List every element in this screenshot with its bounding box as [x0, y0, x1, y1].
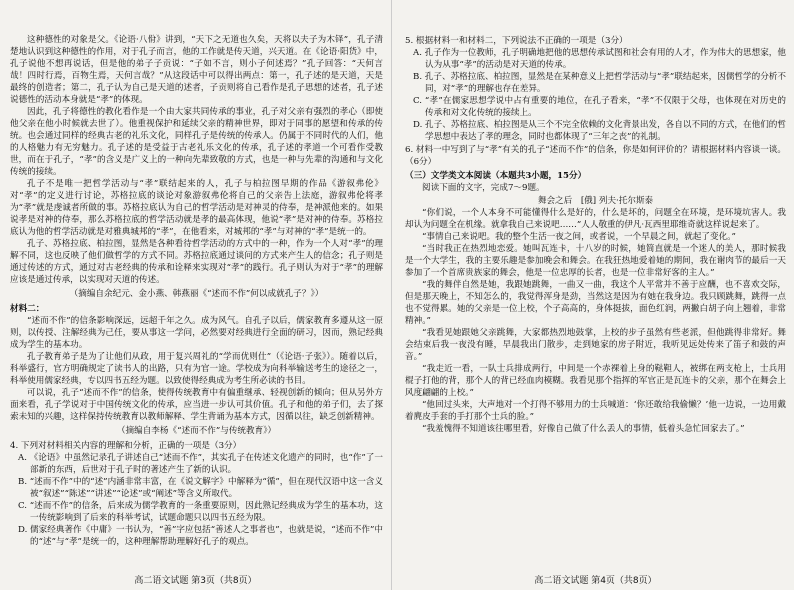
left-page — [0, 0, 392, 590]
option-a: A. 孔子作为一位教师，孔子明确地把他的思想传承试图和社会有用的人才，作为伟大的思想家，他认为从事“孝”的活动是对天道的传承。 — [413, 48, 786, 70]
source-citation: （摘编自余纪元、金小燕、韩燕丽《“述而不作”何以成就孔子？》） — [69, 289, 324, 299]
option-d: D. 儒家经典著作《中庸》一书认为，“善”字应包括“善述人之事者也”，也就是说，“述而不作”中的“述”与“孝”是统一的，这种理解帮助理解好孔子的观点。 — [18, 525, 383, 547]
story-paragraph: “我看见她跟她父亲跳舞，大家都热烈地鼓掌，上校的步子虽然有些老派，但他跳得非常好。舞会结束后我一夜没有睡，早晨我出门散步，走到她家的房子附近，我听见远处传来了笛子和鼓的声音。” — [405, 328, 786, 362]
question-5: 5. 根据材料一和材料二，下列说法不正确的一项是（3分） — [405, 36, 628, 46]
paragraph: 孔子不是唯一把哲学活动与“孝”联结起来的人，孔子与柏拉图早期的作品《游叙弗伦》对“孝”的定义进行讨论，苏格拉底的谈论对象游叙弗伦将自己的父亲告上法庭，游叙弗伦将孝为“孝”就是虔诚者所做的事。苏格拉底认为自己的哲学活动是对神灵的侍奉，是神派他来的。如果说孝是对神的侍奉，那么苏格拉底的哲学活动就是孝的最高体现，他说“孝”是对神的侍奉。苏格拉底认为他的哲学活动就是对雅典城邦的“孝”，在他看来，对城邦的“孝”与对神的“孝”是统一的。 — [10, 179, 383, 237]
story-paragraph: “我羞愧得不知道该往哪里看，好像自己做了什么丢人的事情，低着头急忙回家去了。” — [422, 424, 745, 434]
paragraph: 孔子教育弟子是为了让他们从政，用于复兴周礼的“学而优则仕”（《论语·子张》）。随着以后，科举盛行，官方明确规定了读书人的出路，只有为官一途。学校成为向科举输送考生的途径之一，科举使用儒家经典，专以四书五经为题。以致使得经典成为考生所必读的书目。 — [10, 352, 383, 386]
story-paragraph: “我走近一看，一队士兵排成两行，中间是一个赤裸着上身的鞑靼人，被绑在两支枪上，士兵用棍子打他的背，那个人的背已经血肉模糊。我看见那个指挥的军官正是瓦连卡的父亲，那个在舞会上风度翩翩的上校。” — [405, 364, 786, 398]
question-6: 6. 材料一中写到了与“孝”有关的孔子“述而不作”的信条，你是如何评价的？请根据材料内容谈一谈。（6分） — [405, 145, 786, 167]
paragraph: 可以说，孔子“述而不作”的信条，使得传统教育中有偏重继承、轻视创新的倾向；但从另外方面来看，孔子学说对于中国传统文化的传承，应当进一步认可其价值。孔子和他的弟子们，去了探索未知的兴趣，这样保持传统教育以教师解释、学生背诵为基本方式，因循以往，缺乏创新精神。 — [10, 388, 383, 422]
paragraph: 因此，孔子将德性的教化看作是一个由大家共同传承的事业，孔子对父亲有强烈的孝心（即使他父亲在他小时候就去世了）。他重视保护和延续父亲的精神世界，即对于同事的愿望和传承的传统。也会通过同样的经典古老的礼乐文化，同样孔子是传统的传承人。仍属于不同时代的人们，他的人格魅力有无穷魅力。孔子述的是受益于古老礼乐文化的传承，孔子述的孝道一个可看作受教世，而在于孔子，“孝”的含义是广义上的一种向先辈致敬的方式，也是一种与先辈的沟通和与文化传统的接续。 — [10, 107, 383, 177]
question-4: 4. 下列对材料相关内容的理解和分析，正确的一项是（3分） — [10, 441, 242, 451]
section-heading: （三）文学类文本阅读（本题共3小题，15分） — [405, 171, 587, 181]
story-paragraph: “我的舞伴自然是她，我跟她跳舞，一曲又一曲，我这个人平常并不善于应酬，也不喜欢交际，但是那天晚上，不知怎么的，我觉得浑身是劲，当然这是因为有她在我身边。我只顾跳舞，跳得一点也不觉得累。她的父亲是一位上校，个子高高的，身体挺拔，面色红润，两撇白胡子向上翘着，非常精神。” — [405, 280, 786, 326]
story-paragraph: “你们说，一个人本身不可能懂得什么是好的，什么是坏的，问题全在环境，是环境坑害人。我却认为问题全在机缘。就拿我自己来说吧……”人人敬重的伊凡·瓦西里耶维奇就这样说起来了。 — [405, 208, 786, 230]
option-b: B. 孔子、苏格拉底、柏拉图，显然是在某种意义上把哲学活动与“孝”联结起来，因儒哲学的分析不同，对“孝”的理解也存在差异。 — [413, 72, 786, 94]
page-footer: 高二语文试题 第4页（共8页） — [534, 576, 657, 586]
source-citation: （摘编自李杨《“述而不作”与传统教育》） — [116, 426, 277, 436]
paragraph: 孔子、苏格拉底、柏拉图，显然是各种看待哲学活动的方式中的一种，作为一个人对“孝”的理解不同，这也反映了他们做哲学的方式不同。苏格拉底通过谈问的方式来产生人的信念；孔子则是通过传述的方式，通过对古老经典的传承和诠释来实现对“孝”的践行。孔子则认为对于“孝”的理解应该是通过传承，以实现对天道的传述。 — [10, 239, 383, 285]
reading-intro: 阅读下面的文字，完成7～9题。 — [422, 183, 545, 193]
story-title: 舞会之后 [俄] 列夫·托尔斯泰 — [537, 196, 654, 206]
story-paragraph: “事情自己来说吧。我的整个生活一夜之间，或者说，一个早晨之间，就起了变化。” — [422, 232, 736, 242]
option-c: C. “孝”在儒家思想学说中占有重要的地位，在孔子看来，“孝”不仅限于父母，也体现在对历史的传承和对文化传统的接续上。 — [413, 96, 786, 118]
page-footer: 高二语文试题 第3页（共8页） — [134, 576, 257, 586]
story-paragraph: “当时我正在热烈地恋爱。她叫瓦连卡，十八岁的时候，她简直就是一个迷人的美人，那时候我是一个大学生，我的主要乐趣是参加晚会和舞会。在我狂热地爱着她的期间，我在谢肉节的最后一天参加了一个首席贵族家的舞会，他是一位忠厚的长者，也是一位非常好客的主人。” — [405, 244, 786, 278]
story-paragraph: “他回过头来，大声地对一个打得不够用力的士兵喊道：‘你还敢给我偷懒？’他一边说，一边用戴着麂皮手套的手打那个士兵的脸。” — [405, 400, 786, 422]
paragraph: “述而不作”的信条影响深远，远超千年之久。成为风气。自孔子以后，儒家教育多遵从这一原则，以传授、注解经典为己任，要从事这一学问，必然要对经典进行全面的研习，因而，熟记经典成为学生的基本功。 — [10, 316, 383, 350]
right-page — [397, 0, 794, 590]
paragraph: 这种德性的对象是父。《论语·八佾》讲到，“天下之无道也久矣，天将以夫子为木铎”，孔子清楚地认识到这种德性的作用，对于孔子而言，他的工作就是传天道，兴天道。在《论语·阳货》中，孔子说他不想再说话，但是他的弟子子贡说：“子如不言，则小子何述焉？”孔子回答：“天何言哉！四时行焉，百物生焉，天何言哉？”从这段话中可以得出两点：第一，孔子述的是天道，天是最终的创造者；第二，孔子认为自己是天道的述者，子贡则将自己看作是孔子思想的述者，孔子述说德性的活动本身就是“孝”的体现。 — [10, 35, 383, 105]
material-heading: 材料二： — [10, 304, 45, 314]
option-c: C. “述而不作”的信条，后来成为儒学教育的一条重要原则，因此熟记经典成为学生的基本功，这一传统影响到了后来的科举考试，试题命题只以四书五经为限。 — [18, 501, 383, 523]
option-d: D. 孔子、苏格拉底、柏拉图是从三个不完全依赖的文化背景出发，各自以不同的方式，在他们的哲学思想中表达了孝的理念，同时也都体现了“三年之丧”的礼制。 — [413, 120, 786, 142]
option-a: A. 《论语》中虽然记录孔子讲述自己“述而不作”，其实孔子在传述文化遗产的同时，也“作”了一部新的东西，后世对于孔子时的著述产生了新的认识。 — [18, 453, 383, 475]
option-b: B. “述而不作”中的“述”内涵非常丰富，在《说文解字》中解释为“循”，但在现代汉语中这一含义被“叙述”“陈述”“讲述”“论述”或“阐述”等含义所取代。 — [18, 477, 383, 499]
